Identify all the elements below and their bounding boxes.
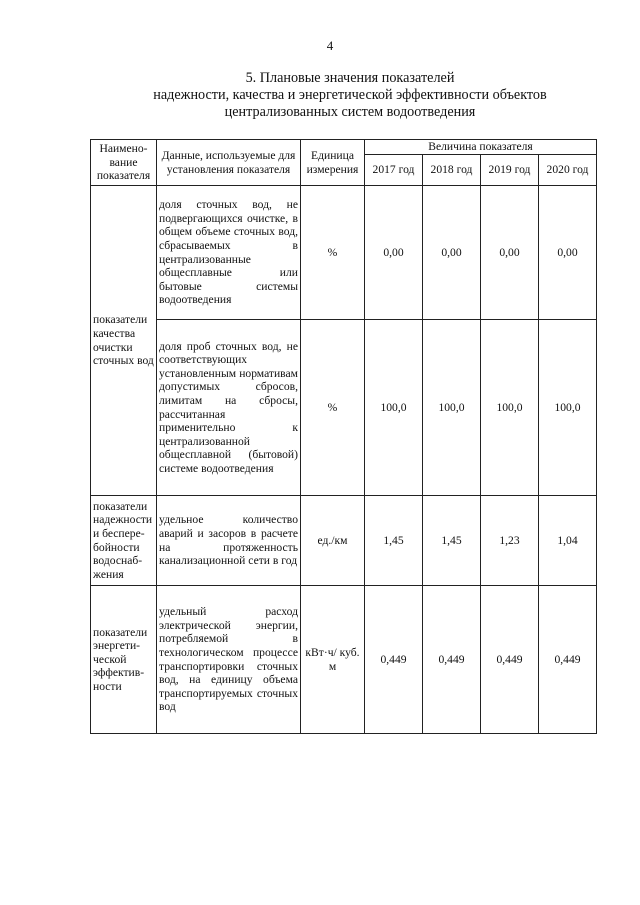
table-row [91,496,597,586]
value-cell: 100,0 [423,320,481,496]
value-cell: 1,04 [539,496,597,586]
indicator-group-name: показатели качества очистки сточных вод [91,186,157,496]
unit-cell: % [301,186,365,320]
value-cell: 1,45 [365,496,423,586]
header-year-2020: 2020 год [539,155,597,186]
value-cell: 0,449 [481,586,539,734]
indicator-description: доля сточных вод, не подвергающихся очистке, в общем объеме сточных вод, сбрасываемых в централизованные общесплавные или бытовые системы водоотведения [157,186,301,320]
value-cell: 0,00 [365,186,423,320]
value-cell: 100,0 [539,320,597,496]
indicator-group-name: показатели энергети-ческой эффектив-ности [91,586,157,734]
value-cell: 0,449 [423,586,481,734]
value-cell: 0,449 [365,586,423,734]
indicators-table [90,139,597,734]
header-indicator-name: Наимено-вание показателя [91,140,157,186]
value-cell: 1,23 [481,496,539,586]
indicator-description: удельный расход электрической энергии, потребляемой в технологическом процессе транспортировки сточных вод, на единицу объема транспортируемых сточных вод [157,586,301,734]
value-cell: 1,45 [423,496,481,586]
header-year-2017: 2017 год [365,155,423,186]
header-value-group: Величина показателя [365,140,597,155]
header-unit: Единица измерения [301,140,365,186]
value-cell: 100,0 [481,320,539,496]
header-year-2019: 2019 год [481,155,539,186]
header-year-2018: 2018 год [423,155,481,186]
value-cell: 0,00 [423,186,481,320]
indicator-description: удельное количество аварий и засоров в расчете на протяженность канализационной сети в год [157,496,301,586]
table-row [91,186,597,320]
value-cell: 100,0 [365,320,423,496]
table-row [91,586,597,734]
page-number: 4 [326,38,334,53]
header-data-used: Данные, используемые для установления показателя [157,140,301,186]
title-line-1: 5. Плановые значения показателей [245,70,455,86]
title-line-3: централизованных систем водоотведения [224,104,476,120]
value-cell: 0,00 [539,186,597,320]
value-cell: 0,449 [539,586,597,734]
unit-cell: % [301,320,365,496]
unit-cell: ед./км [301,496,365,586]
unit-cell: кВт·ч/ куб. м [301,586,365,734]
indicator-group-name: показатели надежности и беспере-бойности водоснаб-жения [91,496,157,586]
indicator-description: доля проб сточных вод, не соответствующих установленным нормативам допустимых сбросов, лимитам на сбросы, рассчитанная применительно к централизованной общесплавной (бытовой) системе водоотведения [157,320,301,496]
section-title [60,70,640,121]
title-line-2: надежности, качества и энергетической эффективности объектов [153,87,547,103]
table-row [91,320,597,496]
value-cell: 0,00 [481,186,539,320]
